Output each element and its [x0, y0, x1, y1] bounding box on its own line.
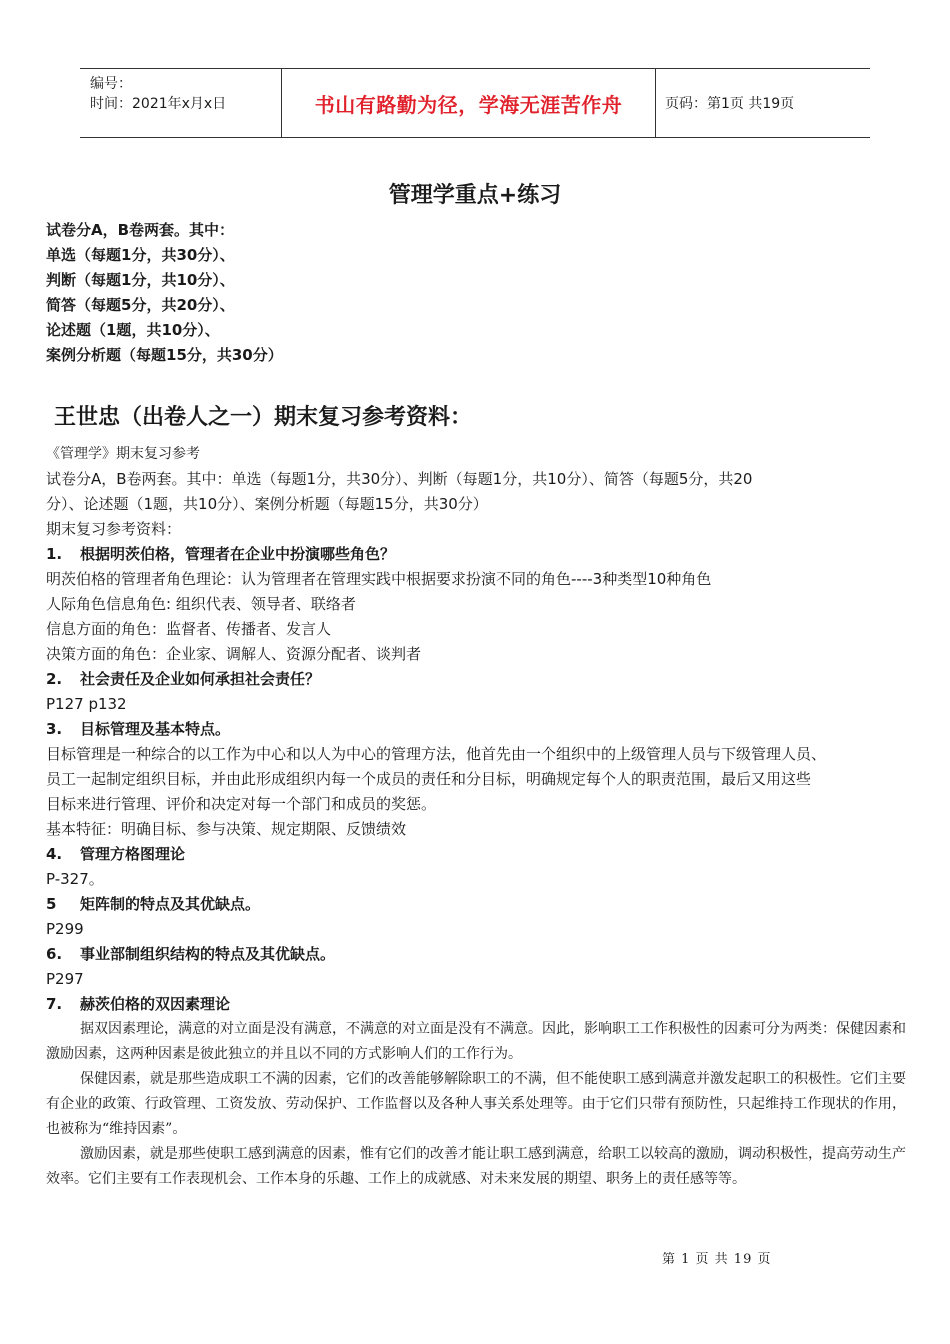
- document-body: [46, 442, 906, 1192]
- summary-line: 论述题（1题，共10分）、: [46, 321, 220, 339]
- motto-cell: [281, 69, 656, 137]
- answer-line: 信息方面的角色：监督者、传播者、发言人: [46, 620, 332, 638]
- header-meta-cell: [80, 69, 280, 137]
- question-heading: [46, 892, 906, 917]
- question-title: 根据明茨伯格，管理者在企业中扮演哪些角色？: [80, 545, 396, 563]
- materials-label: 期末复习参考资料：: [46, 520, 182, 538]
- summary-line: 单选（每题1分，共30分）、: [46, 246, 235, 264]
- summary-line: 案例分析题（每题15分，共30分）: [46, 346, 283, 364]
- answer-paragraph: 据双因素理论，满意的对立面是没有满意，不满意的对立面是没有不满意。因此，影响职工工作积极性的因素可分为两类：保健因素和激励因素，这两种因素是彼此独立的并且以不同的方式影响人们的工作行为。: [46, 1021, 906, 1062]
- answer-line: 目标管理是一种综合的以工作为中心和以人为中心的管理方法，他首先由一个组织中的上级管理人员与下级管理人员、: [46, 745, 827, 763]
- intro-line: 试卷分A，B卷两套。其中：单选（每题1分，共30分）、判断（每题1分，共10分）、简答（每题5分，共20: [46, 470, 753, 488]
- question-title: 赫茨伯格的双因素理论: [80, 995, 231, 1013]
- page-code-cell: [665, 69, 870, 137]
- answer-line: 基本特征：明确目标、参与决策、规定期限、反馈绩效: [46, 820, 407, 838]
- question-title: 事业部制组织结构的特点及其优缺点。: [80, 945, 336, 963]
- question-title: 矩阵制的特点及其优缺点。: [80, 895, 261, 913]
- number-label: 编号：: [90, 76, 132, 92]
- header-table: [80, 68, 870, 138]
- question-number: 1.: [46, 545, 63, 563]
- question-number: 5: [46, 895, 57, 913]
- exam-summary: [46, 218, 283, 368]
- question-title: 社会责任及企业如何承担社会责任？: [80, 670, 321, 688]
- answer-line: 明茨伯格的管理者角色理论：认为管理者在管理实践中根据要求扮演不同的角色----3种类型10种角色: [46, 570, 712, 588]
- book-reference: 《管理学》期末复习参考: [46, 446, 200, 462]
- answer-paragraph: 激励因素，就是那些使职工感到满意的因素，惟有它们的改善才能让职工感到满意，给职工以较高的激励，调动积极性，提高劳动生产效率。它们主要有工作表现机会、工作本身的乐趣、工作上的成就感、对未来发展的期望、职务上的责任感等等。: [46, 1146, 906, 1187]
- answer-line: 决策方面的角色：企业家、调解人、资源分配者、谈判者: [46, 645, 422, 663]
- question-title: 目标管理及基本特点。: [80, 720, 231, 738]
- question-title: 管理方格图理论: [80, 845, 186, 863]
- summary-line: 简答（每题5分，共20分）、: [46, 296, 235, 314]
- answer-line: 人际角色信息角色: 组织代表、领导者、联络者: [46, 595, 356, 613]
- date-line: 时间：2021年x月x日: [90, 96, 227, 112]
- document-title: 管理学重点+练习: [388, 183, 562, 208]
- question-heading: [46, 717, 906, 742]
- page-code: 页码：第1页 共19页: [665, 96, 795, 112]
- question-number: 4.: [46, 845, 63, 863]
- answer-line: 员工一起制定组织目标，并由此形成组织内每一个成员的责任和分目标，明确规定每个人的职责范围，最后又用这些: [46, 770, 812, 788]
- question-heading: [46, 542, 906, 567]
- question-heading: [46, 667, 906, 692]
- question-number: 3.: [46, 720, 63, 738]
- intro-line: 分）、论述题（1题，共10分）、案例分析题（每题15分，共30分）: [46, 495, 488, 513]
- answer-line: 目标来进行管理、评价和决定对每一个部门和成员的奖惩。: [46, 795, 437, 813]
- answer-line: P127 p132: [46, 695, 127, 713]
- question-heading: [46, 992, 906, 1017]
- section-title: 王世忠（出卷人之一）期末复习参考资料：: [54, 405, 473, 430]
- question-heading: [46, 942, 906, 967]
- question-number: 2.: [46, 670, 63, 688]
- motto: 书山有路勤为径，学海无涯苦作舟: [314, 92, 623, 117]
- page-footer: 第 1 页 共 19 页: [662, 1252, 772, 1267]
- answer-paragraph: 保健因素，就是那些造成职工不满的因素，它们的改善能够解除职工的不满，但不能使职工感到满意并激发起职工的积极性。它们主要有企业的政策、行政管理、工资发放、劳动保护、工作监督以及各种人事关系处理等。由于它们只带有预防性，只起维持工作现状的作用，也被称为“维持因素”。: [46, 1071, 906, 1137]
- question-number: 6.: [46, 945, 63, 963]
- question-heading: [46, 842, 906, 867]
- answer-line: P297: [46, 970, 84, 988]
- question-number: 7.: [46, 995, 63, 1013]
- summary-line: 试卷分A，B卷两套。其中：: [46, 221, 235, 239]
- answer-line: P299: [46, 920, 84, 938]
- answer-line: P-327。: [46, 870, 104, 888]
- summary-line: 判断（每题1分，共10分）、: [46, 271, 235, 289]
